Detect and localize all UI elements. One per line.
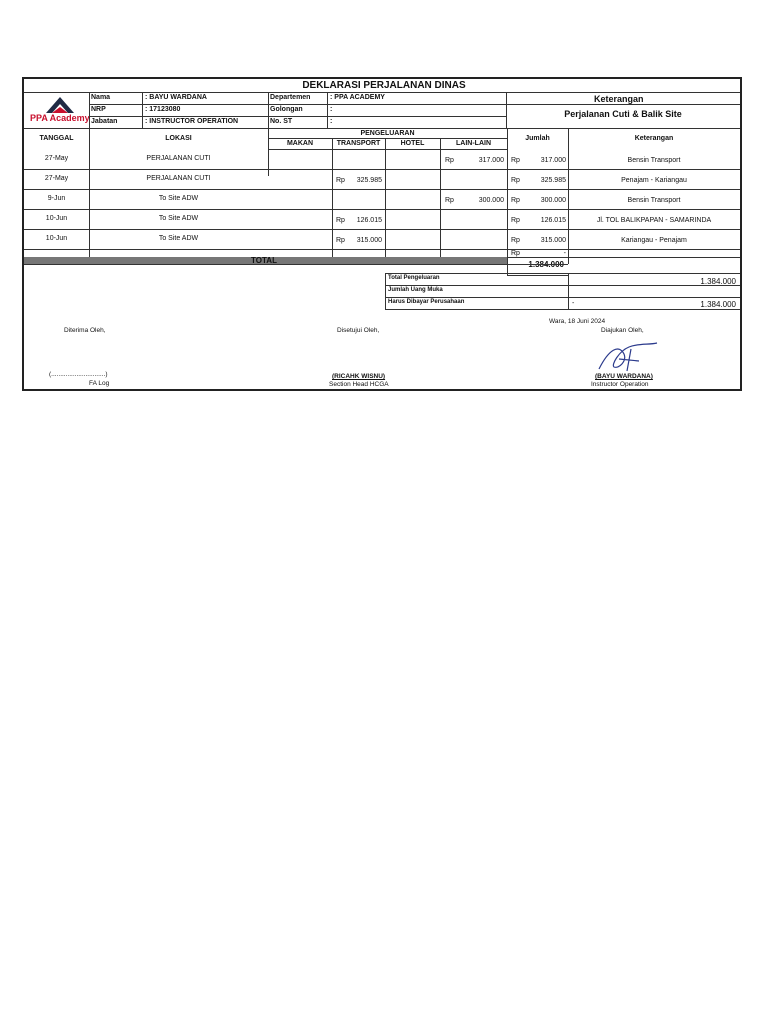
- row-3-keterangan: Bensin Transport: [627, 197, 681, 204]
- row-3-lain: 300.000: [478, 197, 504, 204]
- row-2-transport: 325.985: [356, 177, 382, 184]
- row-1-jumlah-rp: Rp: [511, 157, 520, 164]
- row-5-lokasi: To Site ADW: [158, 235, 199, 242]
- row-5-transport-rp: Rp: [336, 237, 345, 244]
- row-1-keterangan: Bensin Transport: [627, 157, 681, 164]
- row-3-lokasi: To Site ADW: [158, 195, 199, 202]
- row-3-lain-rp: Rp: [445, 197, 454, 204]
- col-lokasi: LOKASI: [165, 135, 192, 142]
- row-3-jumlah-rp: Rp: [511, 197, 520, 204]
- signature-image: [589, 339, 669, 375]
- row-5-jumlah-rp: Rp: [511, 237, 520, 244]
- col-keterangan: Keterangan: [634, 135, 674, 142]
- place-date: Wara, 18 Juni 2024: [549, 318, 606, 325]
- total-label: TOTAL: [251, 256, 277, 265]
- row-4-jumlah: 126.015: [540, 217, 566, 224]
- row-4-lokasi: To Site ADW: [158, 215, 199, 222]
- row-2-transport-rp: Rp: [336, 177, 345, 184]
- diterima-role: FA Log: [89, 380, 110, 387]
- nama-label: Nama: [91, 94, 111, 101]
- row-1-lain: 317.000: [478, 157, 504, 164]
- row-1-lokasi: PERJALANAN CUTI: [146, 155, 211, 162]
- diterima-label: Diterima Oleh,: [64, 327, 106, 334]
- jabatan-label: Jabatan: [91, 118, 118, 125]
- row-4-transport: 126.015: [356, 217, 382, 224]
- golongan-label: Golongan: [270, 106, 303, 113]
- diajukan-role: Instructor Operation: [591, 381, 649, 388]
- empty-row-rp: Rp: [511, 250, 520, 257]
- diterima-name: (..............................): [49, 371, 108, 378]
- row-2-keterangan: Penajam - Kariangau: [621, 177, 687, 184]
- col-tanggal: TANGGAL: [39, 135, 74, 142]
- total-pengeluaran-value: 1.384.000: [700, 277, 736, 286]
- row-5-tanggal: 10-Jun: [45, 235, 68, 242]
- nost-value: :: [330, 118, 333, 125]
- uang-muka-label: Jumlah Uang Muka: [388, 287, 443, 293]
- dibayar-value: 1.384.000: [700, 300, 736, 309]
- row-4-keterangan: Jl. TOL BALIKPAPAN - SAMARINDA: [596, 217, 712, 224]
- row-4-tanggal: 10-Jun: [45, 215, 68, 222]
- disetujui-label: Disetujui Oleh,: [337, 327, 380, 334]
- jabatan-value: : INSTRUCTOR OPERATION: [145, 118, 239, 125]
- row-4-jumlah-rp: Rp: [511, 217, 520, 224]
- row-3-tanggal: 9-Jun: [47, 195, 66, 202]
- ppa-logo-icon: [40, 95, 80, 115]
- departemen-label: Departemen: [270, 94, 311, 101]
- nost-label: No. ST: [270, 118, 293, 125]
- row-2-jumlah: 325.985: [540, 177, 566, 184]
- keterangan-title: Keterangan: [594, 94, 644, 104]
- row-5-jumlah: 315.000: [540, 237, 566, 244]
- col-jumlah: Jumlah: [525, 135, 550, 142]
- col-makan: MAKAN: [286, 140, 314, 147]
- total-pengeluaran-label: Total Pengeluaran: [388, 275, 440, 281]
- row-4-transport-rp: Rp: [336, 217, 345, 224]
- row-2-lokasi: PERJALANAN CUTI: [146, 175, 211, 182]
- row-2-tanggal: 27-May: [44, 175, 69, 182]
- col-transport: TRANSPORT: [336, 140, 381, 147]
- keterangan-value: Perjalanan Cuti & Balik Site: [564, 109, 682, 119]
- nrp-value: : 17123080: [145, 106, 181, 113]
- dibayar-label: Harus Dibayar Perusahaan: [388, 299, 465, 305]
- diajukan-name: (BAYU WARDANA): [595, 373, 653, 380]
- row-1-lain-rp: Rp: [445, 157, 454, 164]
- col-pengeluaran: PENGELUARAN: [360, 130, 415, 137]
- form-title: DEKLARASI PERJALANAN DINAS: [302, 80, 466, 91]
- disetujui-role: Section Head HCGA: [329, 381, 389, 388]
- logo-text: PPA Academy: [30, 113, 90, 123]
- declaration-form: [22, 77, 742, 391]
- departemen-value: : PPA ACADEMY: [330, 94, 385, 101]
- row-1-jumlah: 317.000: [540, 157, 566, 164]
- dibayar-dash: -: [572, 300, 575, 307]
- total-value: 1.384.000: [528, 260, 564, 269]
- col-lainlain: LAIN-LAIN: [456, 140, 491, 147]
- row-1-tanggal: 27-May: [44, 155, 69, 162]
- row-5-transport: 315.000: [356, 237, 382, 244]
- row-2-jumlah-rp: Rp: [511, 177, 520, 184]
- row-5-keterangan: Kariangau - Penajam: [621, 237, 687, 244]
- nrp-label: NRP: [91, 106, 106, 113]
- golongan-value: :: [330, 106, 333, 113]
- col-hotel: HOTEL: [400, 140, 425, 147]
- diajukan-label: Diajukan Oleh,: [601, 327, 644, 334]
- nama-value: : BAYU WARDANA: [145, 94, 207, 101]
- disetujui-name: (RICAHK WISNU): [332, 373, 386, 380]
- empty-row-dash: -: [563, 250, 566, 257]
- row-3-jumlah: 300.000: [540, 197, 566, 204]
